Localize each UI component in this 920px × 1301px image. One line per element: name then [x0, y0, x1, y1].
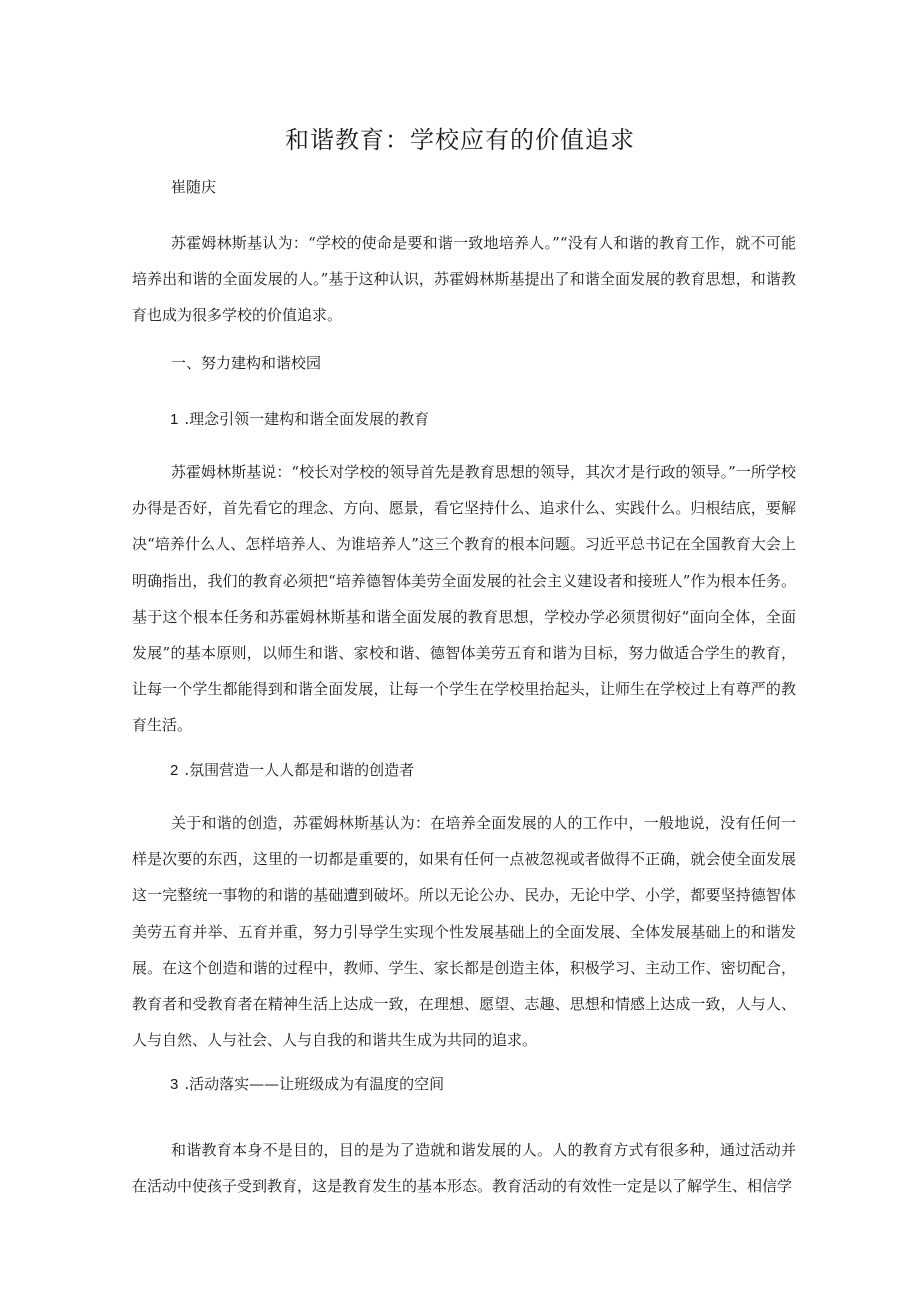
- subsection-heading-2: [170, 759, 414, 782]
- subsection-number: 3: [170, 1076, 179, 1093]
- subsection-title: .氛围营造一人人都是和谐的创造者: [184, 761, 415, 779]
- document-title: 和谐教育：学校应有的价值追求: [285, 126, 635, 154]
- subsection-number: 2: [170, 762, 179, 779]
- subsection-title: .活动落实——让班级成为有温度的空间: [184, 1075, 445, 1093]
- section-heading-1: 一、努力建构和谐校园: [171, 354, 322, 372]
- subsection-heading-1: [170, 408, 429, 431]
- subsection-1-paragraph: 苏霍姆林斯基说：“校长对学校的领导首先是教育思想的领导，其次才是行政的领导。”一所学校办得是否好，首先看它的理念、方向、愿景，看它坚持什么、追求什么、实践什么。归根结底，要解决“培养什么人、怎样培养人、为谁培养人”这三个教育的根本问题。习近平总书记在全国教育大会上明确指出，我们的教育必须把“培养德智体美劳全面发展的社会主义建设者和接班人”作为根本任务。基于这个根本任务和苏霍姆林斯基和谐全面发展的教育思想，学校办学必须贯彻好“面向全体，全面发展”的基本原则，以师生和谐、家校和谐、德智体美劳五育和谐为目标，努力做适合学生的教育，让每一个学生都能得到和谐全面发展，让每一个学生在学校里抬起头，让师生在学校过上有尊严的教育生活。: [132, 463, 796, 735]
- author-name: 崔随庆: [171, 178, 217, 196]
- subsection-3-paragraph: 和谐教育本身不是目的，目的是为了造就和谐发展的人。人的教育方式有很多种，通过活动并在活动中使孩子受到教育，这是教育发生的基本形态。教育活动的有效性一定是以了解学生、相信学: [132, 1141, 796, 1196]
- subsection-number: 1: [170, 411, 179, 428]
- subsection-heading-3: [170, 1073, 444, 1096]
- subsection-2-paragraph: 关于和谐的创造，苏霍姆林斯基认为：在培养全面发展的人的工作中，一般地说，没有任何一样是次要的东西，这里的一切都是重要的，如果有任何一点被忽视或者做得不正确，就会使全面发展这一完整统一事物的和谐的基础遭到破坏。所以无论公办、民办，无论中学、小学，都要坚持德智体美劳五育并举、五育并重，努力引导学生实现个性发展基础上的全面发展、全体发展基础上的和谐发展。在这个创造和谐的过程中，教师、学生、家长都是创造主体，积极学习、主动工作、密切配合，教育者和受教育者在精神生活上达成一致，在理想、愿望、志趣、思想和情感上达成一致，人与人、人与自然、人与社会、人与自我的和谐共生成为共同的追求。: [132, 814, 796, 1050]
- intro-paragraph: 苏霍姆林斯基认为：“学校的使命是要和谐一致地培养人。”“没有人和谐的教育工作，就不可能培养出和谐的全面发展的人。”基于这种认识，苏霍姆林斯基提出了和谐全面发展的教育思想，和谐教育也成为很多学校的价值追求。: [132, 234, 796, 325]
- subsection-title: .理念引领一建构和谐全面发展的教育: [184, 410, 430, 428]
